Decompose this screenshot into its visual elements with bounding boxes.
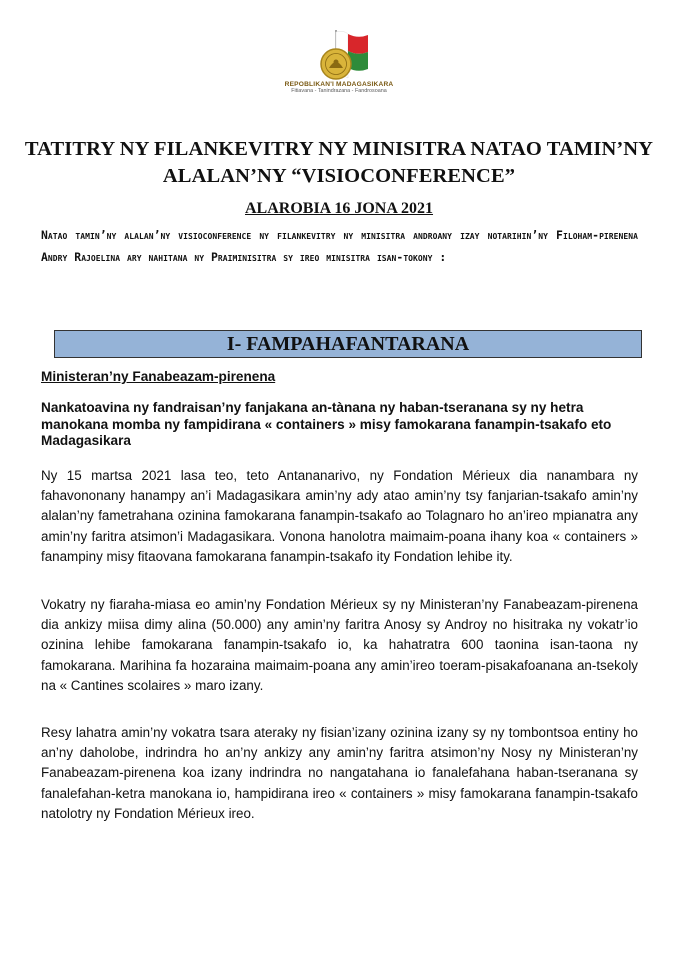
intro-paragraph: Natao tamin’ny alalan’ny visioconference ny filankevitry ny minisitra androany izay notarihin’ny Filoham-pirenena Andry Rajoelina ary nahitana ny Praiminisitra sy ireo minisitra isan-tokony : (41, 228, 638, 264)
emblem-caption-line2: Fitiavana - Tanindrazana - Fandrosoana (291, 87, 387, 94)
header-logo-area (0, 26, 678, 110)
ministry-name: Ministeran’ny Fanabeazam-pirenena (41, 369, 276, 384)
body-paragraph: Vokatry ny fiaraha-miasa eo amin’ny Fondation Mérieux sy ny Ministeran’ny Fanabeazam-pirenena dia ankizy miisa dimy alina (50.000) any amin’ny faritra Anosy sy Androy no hisitraka ny vokatr’io ozinina lehibe famokarana fanampin-tsakafo io, ka hahatratra 600 taonina isan-taona ny famokarana. Marihina fa hozaraina maimaim-poana any amin’ireo toeram-pisakafoanana an-tsekoly na « Cantines scolaires » maro izany. (41, 597, 638, 693)
body-paragraph: Resy lahatra amin’ny vokatra tsara ateraky ny fisian’izany ozinina izany sy ny tombontsoa entiny ho an’ny daholobe, indrindra ho an’ny ankizy any amin’ny faritra atsimon’ny Nosy ny Ministeran’ny Fanabeazam-pirenena koa izany indrindra no nangatahana io fanalefahana haban-tseranana sy fanalefahan-ketra manokana io, hampidirana ireo « containers » misy famokarana fanampin-tsakafo natolotry ny Fondation Mérieux ireo. (41, 725, 638, 821)
section-heading: I- FAMPAHAFANTARANA (54, 330, 642, 358)
decision-headline: Nankatoavina ny fandraisan’ny fanjakana an-tànana ny haban-tseranana sy ny hetra manokana momba ny fampidirana « containers » misy famokarana fanampin-tsakafo eto Madagasikara (41, 400, 612, 448)
body-paragraph: Ny 15 martsa 2021 lasa teo, teto Antananarivo, ny Fondation Mérieux dia nanambara ny fahavononany hanampy an’i Madagasikara amin’ny ady atao amin’ny tsy fanjarian-tsakafo amin’ny alalan’ny fametrahana ozinina famokarana fanampin-tsakafo ao Tolagnaro ho an’ireo mpianatra any amin’ny faritra atsimon’i Madagasikara. Vonona hanolotra maimaim-poana ihany koa « containers » fanampiny misy fitaovana famokarana fanampin-tsakafo ity Fondation lehibe ity. (41, 468, 638, 564)
emblem-caption (274, 82, 404, 95)
emblem-icon (274, 26, 404, 86)
republic-emblem (274, 26, 404, 106)
meeting-date: ALAROBIA 16 JONA 2021 (244, 200, 434, 217)
page-title: TATITRY NY FILANKEVITRY NY MINISITRA NATAO TAMIN’NY ALALAN’NY “VISIOCONFERENCE” (24, 138, 654, 187)
emblem-caption-line1: REPOBLIKAN'I MADAGASIKARA (284, 81, 394, 88)
